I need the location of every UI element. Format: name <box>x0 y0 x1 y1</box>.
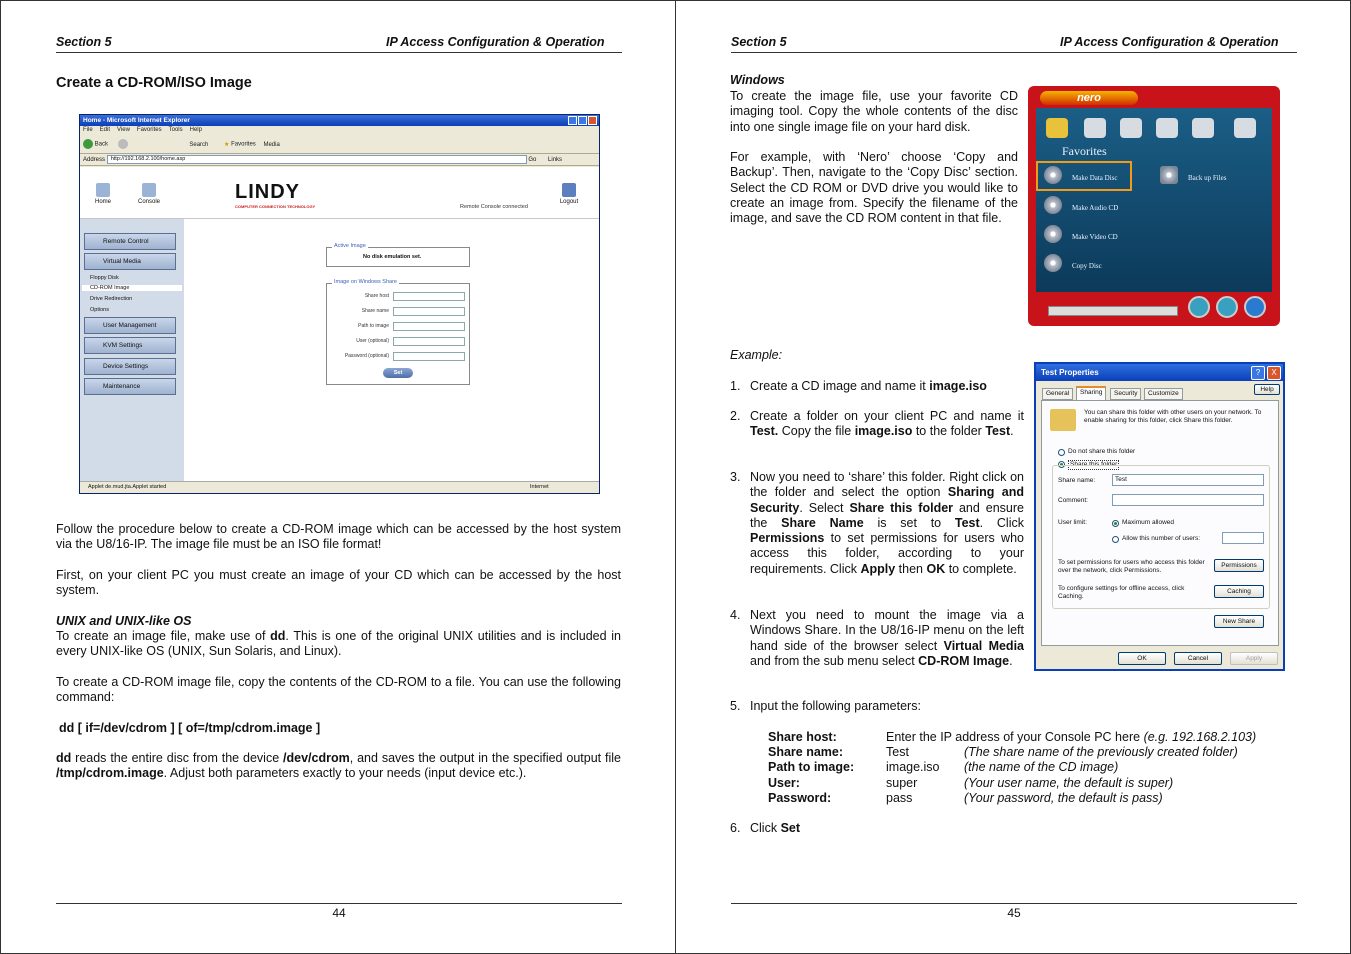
window-title-bar <box>80 115 599 126</box>
web-content <box>80 167 599 481</box>
window-title: Home - Microsoft Internet Explorer <box>83 117 190 124</box>
param-key: Share host: <box>768 730 837 744</box>
active-image-box <box>326 243 470 267</box>
user-field <box>393 337 465 346</box>
forward-icon <box>118 139 128 149</box>
address-input: http://192.168.2.100/home.asp <box>107 155 527 164</box>
permissions-text: To set permissions for users who access this folder over the network, click Permissions. <box>1058 559 1205 574</box>
side-virtual-media: Virtual Media <box>84 253 176 270</box>
param-key: Path to image: <box>768 760 855 774</box>
header-rule <box>56 52 622 53</box>
step-number: 2. <box>730 409 741 423</box>
share-name-field: Test <box>1112 474 1264 486</box>
step-number: 1. <box>730 379 741 393</box>
param-value <box>886 730 1256 745</box>
step-number: 4. <box>730 608 741 622</box>
photo-icon <box>1192 118 1214 138</box>
share-label: Share this folder <box>1070 461 1118 468</box>
comment-label: Comment: <box>1058 497 1088 504</box>
text-run: . Click <box>979 515 1024 530</box>
page-title: Create a CD-ROM/ISO Image <box>56 75 252 91</box>
param-key: Password: <box>768 791 832 805</box>
caching-text: To configure settings for offline access, click Caching. <box>1058 585 1185 600</box>
param-note: (the name of the CD image) <box>964 760 1119 774</box>
param-value: image.iso <box>886 760 940 774</box>
address-bar <box>80 154 599 166</box>
path-label: Path to image <box>358 323 389 329</box>
windows-share-box <box>326 279 470 385</box>
bold-run: Set <box>780 821 801 835</box>
bold-run: image.iso <box>929 379 987 393</box>
favorites-label: Favorites <box>1062 144 1107 158</box>
text-run: . Adjust both parameters exactly to your needs (input device etc.). <box>163 766 527 781</box>
bold-run: Share this folder <box>849 500 954 515</box>
text-run: , and saves the output in the specified output file <box>349 751 622 765</box>
step-number: 6. <box>730 821 741 835</box>
step-text <box>750 409 1024 440</box>
text-run: Now you need to ‘share’ this folder. Right click on the folder and select the option <box>750 470 1024 500</box>
share-host-field <box>393 292 465 301</box>
console-icon <box>142 183 156 197</box>
password-label: Password (optional) <box>344 353 389 359</box>
nav-console-label: Console <box>137 199 160 205</box>
sub-cdrom-image: CD-ROM Image <box>82 285 182 291</box>
back-up-files: Back up Files <box>1188 174 1227 182</box>
share-name-label: Share name: <box>1058 477 1096 484</box>
sub-drive-redirection: Drive Redirection <box>90 296 133 302</box>
text-run: Next you need to mount the image via a Windows Share. In the U8/16-IP menu on the left hand side of the browser select <box>750 608 1024 653</box>
tab-security: Security <box>1110 388 1141 400</box>
properties-dialog <box>1034 362 1285 671</box>
nero-button-2-icon <box>1216 296 1238 318</box>
page-number: 44 <box>332 906 346 920</box>
audio-cd-icon <box>1044 196 1062 214</box>
bold-run: image.iso <box>854 424 913 439</box>
lindy-tagline: COMPUTER CONNECTION TECHNOLOGY <box>235 204 316 209</box>
text-run: and from the sub menu select <box>750 653 919 668</box>
nero-logo: nero <box>1040 91 1138 105</box>
dd-bold: dd <box>270 629 286 643</box>
menu-tools: Tools <box>168 127 183 133</box>
user-count-stepper <box>1222 532 1264 544</box>
radio-do-not-share <box>1058 449 1065 456</box>
text-run: reads the entire disc from the device <box>71 751 284 765</box>
param-note: (e.g. 192.168.2.103) <box>1143 730 1257 744</box>
step-number: 5. <box>730 699 741 713</box>
folder-share-icon <box>1050 409 1076 431</box>
text-run: . <box>1009 653 1013 668</box>
radio-max-allowed <box>1112 520 1119 527</box>
share-host-label: Share host <box>364 293 389 299</box>
paragraph-nero: For example, with ‘Nero’ choose ‘Copy and Backup’. Then, navigate to the ‘Copy Disc’ section. Select the CD ROM or DVD drive you would like to create an image from. Specify the filename of the image, and save the CD ROM content in that file. <box>730 150 1018 226</box>
document-icon <box>1084 118 1106 138</box>
browser-toolbar <box>80 136 599 154</box>
nav-logout-label: Logout <box>559 199 579 205</box>
data-disc-icon <box>1044 166 1062 184</box>
nero-button-3-icon <box>1244 296 1266 318</box>
user-limit-label: User limit: <box>1058 519 1087 526</box>
page-number: 45 <box>1007 906 1021 920</box>
paragraph-dd-explain <box>56 751 621 782</box>
browser-status-bar <box>80 481 599 493</box>
param-key: Share name: <box>768 745 844 759</box>
sharing-panel <box>1041 400 1279 646</box>
help-icon: ? <box>1251 366 1265 380</box>
max-allowed-label: Maximum allowed <box>1122 519 1175 526</box>
permissions-button: Permissions <box>1214 559 1264 572</box>
text-run: . This is one of the original UNIX utilities and is included in every UNIX-like OS (UNIX, Sun Solaris, and Linux). <box>56 629 621 659</box>
dd-bold: dd <box>56 751 72 765</box>
home-icon <box>96 183 110 197</box>
back-icon <box>83 139 93 149</box>
browser-screenshot <box>79 114 600 494</box>
tab-customize: Customize <box>1144 388 1183 400</box>
address-label: Address <box>83 157 106 164</box>
windows-heading: Windows <box>730 73 785 87</box>
bold-run: Permissions <box>750 531 825 546</box>
active-image-legend: Active Image <box>334 243 366 249</box>
param-note: (Your password, the default is pass) <box>964 791 1163 805</box>
share-legend: Image on Windows Share <box>334 279 397 285</box>
step-text <box>750 379 1030 394</box>
bold-run: Test. <box>750 424 779 439</box>
bold-run: OK <box>926 561 946 576</box>
close-icon <box>588 116 597 125</box>
nav-home-label: Home <box>94 199 111 205</box>
kvm-topbar <box>80 167 599 219</box>
media-label: Media <box>263 141 280 148</box>
bold-run: CD-ROM Image <box>918 653 1010 668</box>
bold-run: Test <box>985 424 1011 439</box>
menu-favorites: Favorites <box>136 127 162 133</box>
bold-run: Test <box>954 515 980 530</box>
footer-rule <box>56 903 622 904</box>
step-number: 3. <box>730 470 741 484</box>
sharing-intro: You can share this folder with other users on your network. To enable sharing for this folder, click Share this folder. <box>1084 409 1262 424</box>
paragraph-client: First, on your client PC you must create an image of your CD which can be accessed by the host system. <box>56 568 621 598</box>
header-title: IP Access Configuration & Operation <box>1060 35 1279 49</box>
make-audio-cd: Make Audio CD <box>1072 204 1119 212</box>
window-controls <box>567 116 597 127</box>
menu-help: Help <box>189 127 202 133</box>
dd-command: dd [ if=/dev/cdrom ] [ of=/tmp/cdrom.image ] <box>59 721 321 735</box>
password-field <box>393 352 465 361</box>
menu-view: View <box>117 127 130 133</box>
step-text: Input the following parameters: <box>750 699 921 713</box>
paragraph-intro: Follow the procedure below to create a CD-ROM image which can be accessed by the host system via the U8/16-IP. The image file must be an ISO file format! <box>56 522 621 552</box>
bold-run: Virtual Media <box>943 638 1024 653</box>
nav-home <box>88 183 118 205</box>
param-value: super <box>886 776 918 790</box>
header-rule <box>731 52 1297 53</box>
sub-floppy-disk: Floppy Disk <box>90 275 119 281</box>
nero-button-1-icon <box>1188 296 1210 318</box>
menu-file: File <box>83 127 93 133</box>
dialog-title: Test Properties <box>1041 368 1099 377</box>
radio-allow-n <box>1112 536 1119 543</box>
param-value: pass <box>886 791 913 805</box>
caching-button: Caching <box>1214 585 1264 598</box>
text-run: to complete. <box>945 561 1017 576</box>
nav-logout <box>554 183 584 205</box>
text-run: then <box>895 561 927 576</box>
device-bold: /dev/cdrom <box>283 751 350 765</box>
nero-scroll-bar <box>1048 306 1178 316</box>
maximize-icon <box>578 116 587 125</box>
links-label: Links <box>548 157 563 164</box>
status-left: Applet de.mud.jta.Applet started <box>88 484 167 490</box>
star-icon: ★ <box>224 141 230 148</box>
minimize-icon <box>568 116 577 125</box>
do-not-share-label: Do not share this folder <box>1068 448 1136 455</box>
param-key: User: <box>768 776 800 790</box>
side-kvm-settings: KVM Settings <box>84 337 176 354</box>
unix-heading: UNIX and UNIX-like OS <box>56 614 192 628</box>
search-label: Search <box>189 141 209 148</box>
copy-disc: Copy Disc <box>1072 262 1102 270</box>
side-user-management: User Management <box>84 317 176 334</box>
text-run: To create an image file, make use of <box>56 629 271 643</box>
text-run: to set permissions for users who access this folder, according to your requirements. Click <box>750 531 1024 576</box>
music-icon <box>1120 118 1142 138</box>
step-text <box>750 470 1024 577</box>
text-run: to the folder <box>912 424 986 439</box>
step-text <box>750 821 930 836</box>
header-section: Section 5 <box>56 35 112 49</box>
cancel-button: Cancel <box>1174 652 1222 665</box>
text-run: Copy the file <box>778 424 855 439</box>
apply-button: Apply <box>1230 652 1278 665</box>
status-zone: Internet <box>530 484 549 490</box>
paragraph-windows: To create the image file, use your favorite CD imaging tool. Copy the whole contents of the disc into one single image file on your hard disk. <box>730 89 1018 134</box>
dialog-title-bar <box>1036 364 1283 381</box>
logout-icon <box>562 183 576 197</box>
favorites-star-icon <box>1046 118 1068 138</box>
header-title: IP Access Configuration & Operation <box>386 35 605 49</box>
share-name-field <box>393 307 465 316</box>
back-label: Back <box>94 141 109 148</box>
help-tab: Help <box>1254 384 1280 395</box>
allow-n-label: Allow this number of users: <box>1122 535 1201 542</box>
video-cd-icon <box>1044 225 1062 243</box>
header-section: Section 5 <box>731 35 787 49</box>
active-image-value: No disk emulation set. <box>363 254 422 260</box>
copy-disc-icon <box>1044 254 1062 272</box>
param-note: (Your user name, the default is super) <box>964 776 1174 790</box>
sub-options: Options <box>90 307 109 313</box>
text-run: . Select <box>799 500 850 515</box>
param-note: (The share name of the previously created folder) <box>964 745 1238 759</box>
copy-icon <box>1156 118 1178 138</box>
text-run: . <box>1010 424 1014 439</box>
side-device-settings: Device Settings <box>84 358 176 375</box>
text-run: Click <box>750 821 781 835</box>
plus-icon <box>1234 118 1256 138</box>
favorites-label: Favorites <box>231 141 256 148</box>
bold-run: Apply <box>860 561 896 576</box>
remote-status: Remote Console connected <box>460 204 528 210</box>
tab-general: General <box>1042 388 1073 400</box>
close-icon: X <box>1267 366 1281 380</box>
paragraph-dd <box>56 629 621 660</box>
footer-rule <box>731 903 1297 904</box>
output-bold: /tmp/cdrom.image <box>56 766 164 781</box>
side-remote-control: Remote Control <box>84 233 176 250</box>
text-run: Create a CD image and name it <box>750 379 930 393</box>
ok-button: OK <box>1118 652 1166 665</box>
param-value: Test <box>886 745 909 759</box>
make-video-cd: Make Video CD <box>1072 233 1118 241</box>
paragraph-copy: To create a CD-ROM image file, copy the contents of the CD-ROM to a file. You can use the following command: <box>56 675 621 705</box>
side-maintenance: Maintenance <box>84 378 176 395</box>
nero-panel <box>1036 108 1272 292</box>
path-field <box>393 322 465 331</box>
menu-edit: Edit <box>99 127 111 133</box>
user-label: User (optional) <box>356 338 389 344</box>
bold-run: Share Name <box>781 515 864 530</box>
text-run: is set to <box>863 515 955 530</box>
share-name-label: Share name <box>361 308 389 314</box>
nero-screenshot <box>1028 86 1280 326</box>
new-share-button: New Share <box>1214 615 1264 628</box>
menu-bar <box>80 126 599 136</box>
comment-field <box>1112 494 1264 506</box>
text-run: Create a folder on your client PC and name it <box>750 409 1024 423</box>
tab-sharing: Sharing <box>1076 386 1106 400</box>
example-label: Example: <box>730 348 783 362</box>
go-button: Go <box>528 157 537 164</box>
nav-console <box>134 183 164 205</box>
text-run: and ensure the <box>750 500 1024 530</box>
set-button: Set <box>383 368 413 378</box>
make-data-disc: Make Data Disc <box>1072 174 1118 182</box>
step-text <box>750 608 1024 669</box>
lindy-logo: LINDY <box>235 181 300 203</box>
bold-run: Sharing and Security <box>750 485 1024 515</box>
text-run: Enter the IP address of your Console PC here <box>886 730 1141 744</box>
backup-icon <box>1160 166 1178 184</box>
